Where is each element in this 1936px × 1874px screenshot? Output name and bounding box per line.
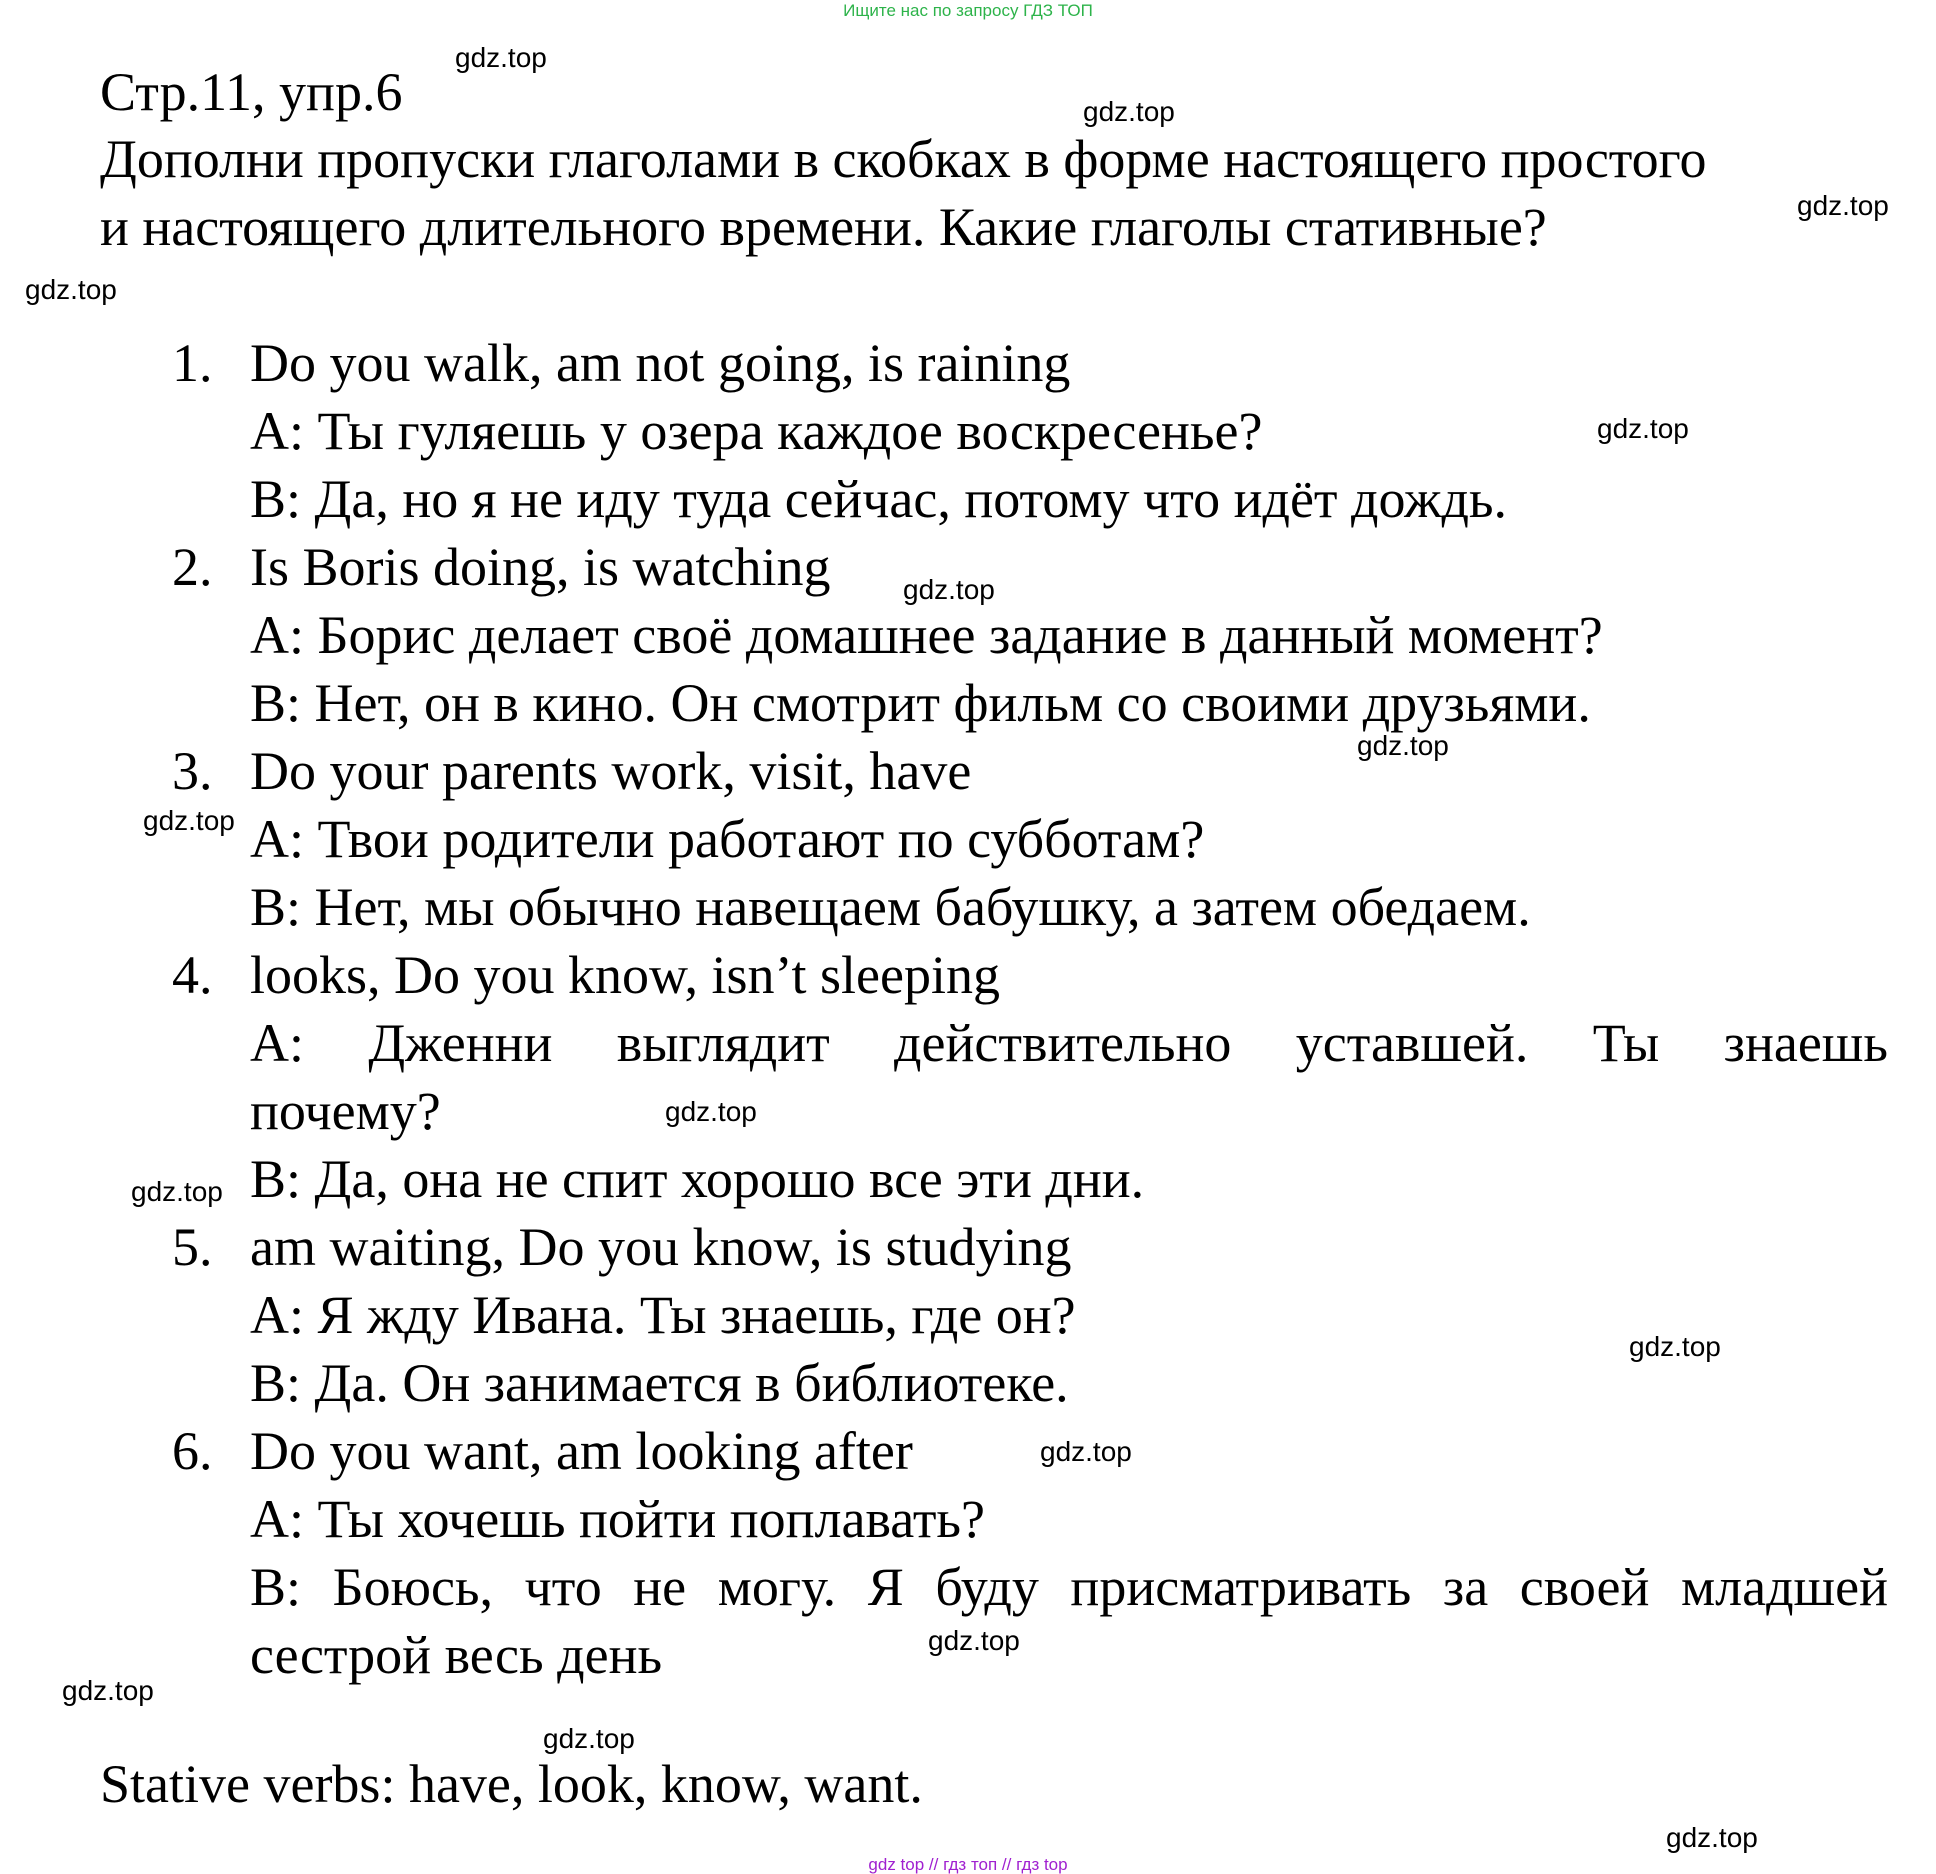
watermark: gdz.top — [25, 274, 117, 305]
watermark: gdz.top — [1083, 96, 1175, 127]
instruction-line-1: Дополни пропуски глаголами в скобках в форме настоящего простого — [100, 129, 1707, 189]
watermark: gdz.top — [455, 42, 547, 73]
top-banner[interactable]: Ищите нас по запросу ГДЗ ТОП — [843, 1, 1093, 20]
dialogue-line-b: B: Боюсь, что не могу. Я буду присматривать за своей младшей — [250, 1557, 1888, 1617]
dialogue-line-b: B: Да, она не спит хорошо все эти дни. — [250, 1149, 1145, 1209]
dialogue-line-b-continued: сестрой весь день — [250, 1625, 663, 1685]
watermark: gdz.top — [928, 1625, 1020, 1656]
item-number: 2. — [172, 537, 213, 597]
item-number: 1. — [172, 333, 213, 393]
bottom-banner[interactable]: gdz top // гдз топ // гдз top — [868, 1855, 1068, 1874]
watermark: gdz.top — [1666, 1822, 1758, 1853]
dialogue-line-a: A: Я жду Ивана. Ты знаешь, где он? — [250, 1285, 1076, 1345]
item-answer: Do you walk, am not going, is raining — [250, 333, 1071, 393]
item-answer: am waiting, Do you know, is studying — [250, 1217, 1072, 1277]
watermark: gdz.top — [62, 1675, 154, 1706]
page-title: Стр.11, упр.6 — [100, 62, 403, 122]
watermark: gdz.top — [1797, 190, 1889, 221]
item-number: 3. — [172, 741, 213, 801]
item-answer: Do your parents work, visit, have — [250, 741, 972, 801]
watermark: gdz.top — [1357, 730, 1449, 761]
dialogue-line-a: A: Борис делает своё домашнее задание в данный момент? — [250, 605, 1603, 665]
watermark: gdz.top — [131, 1176, 223, 1207]
watermark: gdz.top — [903, 574, 995, 605]
watermark: gdz.top — [1040, 1436, 1132, 1467]
stative-verbs: Stative verbs: have, look, know, want. — [100, 1754, 923, 1814]
item-number: 6. — [172, 1421, 213, 1481]
dialogue-line-a: A: Ты хочешь пойти поплавать? — [250, 1489, 986, 1549]
dialogue-line-b: B: Да, но я не иду туда сейчас, потому что идёт дождь. — [250, 469, 1508, 529]
dialogue-line-b: B: Да. Он занимается в библиотеке. — [250, 1353, 1069, 1413]
watermark: gdz.top — [543, 1723, 635, 1754]
item-number: 4. — [172, 945, 213, 1005]
dialogue-line-b: B: Нет, мы обычно навещаем бабушку, а затем обедаем. — [250, 877, 1531, 937]
item-number: 5. — [172, 1217, 213, 1277]
instruction-line-2: и настоящего длительного времени. Какие глаголы стативные? — [100, 197, 1547, 257]
dialogue-line-a: A: Ты гуляешь у озера каждое воскресенье? — [250, 401, 1263, 461]
dialogue-line-a: A: Твои родители работают по субботам? — [250, 809, 1205, 869]
watermark: gdz.top — [665, 1096, 757, 1127]
item-answer: looks, Do you know, isn’t sleeping — [250, 945, 1000, 1005]
item-answer: Do you want, am looking after — [250, 1421, 913, 1481]
item-answer: Is Boris doing, is watching — [250, 537, 831, 597]
watermark: gdz.top — [143, 805, 235, 836]
dialogue-line-a-continued: почему? — [250, 1081, 441, 1141]
dialogue-line-b: B: Нет, он в кино. Он смотрит фильм со своими друзьями. — [250, 673, 1591, 733]
watermark: gdz.top — [1629, 1331, 1721, 1362]
watermark: gdz.top — [1597, 413, 1689, 444]
dialogue-line-a: A: Дженни выглядит действительно уставшей. Ты знаешь — [250, 1013, 1888, 1073]
